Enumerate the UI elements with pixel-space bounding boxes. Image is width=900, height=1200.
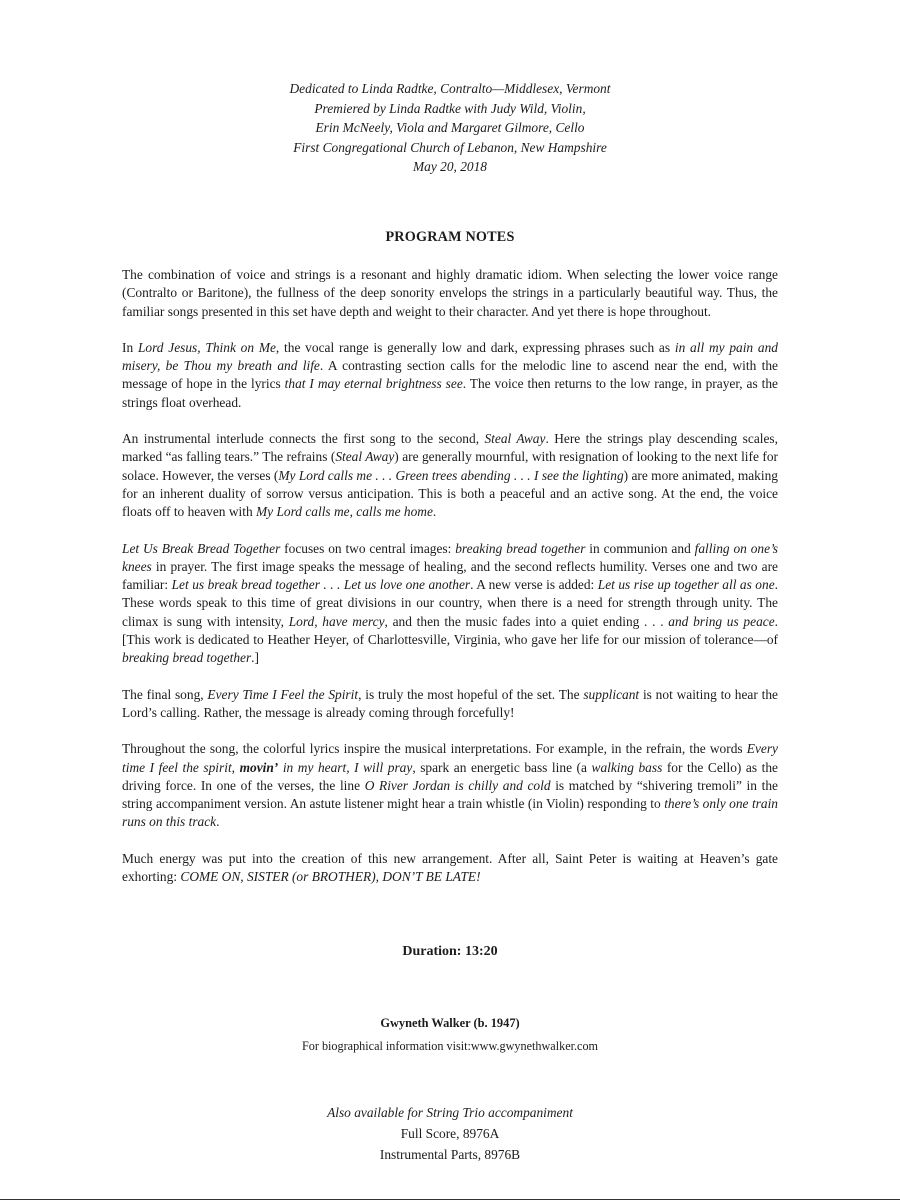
text-run: breaking bread together	[455, 540, 586, 556]
text-run: The combination of voice and strings is a resonant and highly dramatic idiom. When selecting the lower voice range (Contralto or Baritone), the fullness of the deep sonority envelops the strings in a particularly beautiful way. Thus, the familiar songs presented in this set have depth and weight to their character. And yet there is hope throughout.	[122, 267, 778, 319]
text-run: Let Us Break Bread Together	[122, 540, 281, 556]
dedication-line: May 20, 2018	[412, 159, 487, 175]
text-run: The final song,	[122, 686, 208, 702]
text-run: Steal Away	[484, 431, 546, 447]
text-run: An instrumental interlude connects the first song to the second,	[122, 431, 485, 447]
text-run: Throughout the song, the colorful lyrics inspire the musical interpretations. For example, in the refrain, the words	[122, 741, 747, 757]
page-title: PROGRAM NOTES	[385, 229, 515, 245]
notes-paragraph	[122, 266, 778, 321]
notes-paragraph	[122, 430, 778, 521]
text-run: . [This work is dedicated to Heather Heyer, of Charlottesville, Virginia, who gave her life for our mission of tolerance—of	[122, 613, 779, 648]
dedication-line: First Congregational Church of Lebanon, New Hampshire	[293, 139, 607, 155]
bio-info: For biographical information visit:www.gwynethwalker.com	[301, 1039, 599, 1053]
text-run: . The voice then returns to the low range, in prayer, as the strings float overhead.	[122, 376, 778, 410]
text-run: Steal Away	[335, 449, 395, 465]
dedication-block	[0, 79, 900, 177]
notes-paragraph	[122, 850, 778, 887]
text-run: Much energy was put into the creation of this new arrangement. After all, Saint Peter is waiting at Heaven’s gate exhorting:	[122, 850, 778, 885]
notes-paragraph	[122, 540, 778, 668]
text-run: is matched by “shivering tremoli” in the string accompaniment version. An astute listener might hear a train whistle (in Violin) responding to	[122, 777, 778, 812]
text-run: .	[432, 504, 437, 520]
instrumental-parts-label: Instrumental Parts, 8976B	[379, 1147, 521, 1162]
text-run: Every Time I Feel the Spirit	[207, 686, 359, 702]
program-notes-body	[122, 266, 778, 904]
text-run: O River Jordan is chilly and cold	[364, 777, 551, 793]
text-run: Lord Jesus, Think on Me	[137, 339, 276, 355]
text-run: focuses on two central images:	[280, 540, 456, 556]
dedication-line: Erin McNeely, Viola and Margaret Gilmore, Cello	[315, 120, 585, 136]
text-run: there’s only one train runs on this track	[122, 796, 778, 830]
text-run: falling on one’s knees	[122, 540, 779, 574]
also-available-title: Also available for String Trio accompaniment	[327, 1105, 573, 1120]
text-run: . Here the strings play descending scales, marked “as falling tears.” The refrains (	[122, 431, 778, 465]
text-run: is not waiting to hear the Lord’s calling. Rather, the message is already coming through forcefully!	[122, 686, 778, 720]
text-run: . A contrasting section calls for the melodic line to ascend near the end, with the message of hope in the lyrics	[122, 358, 778, 392]
text-run: , is truly the most hopeful of the set. The	[358, 686, 584, 702]
text-run: in prayer. The first image speaks the message of healing, and the second reflects humility. Verses one and two are familiar:	[122, 558, 778, 593]
text-run: .]	[251, 650, 259, 666]
text-run: for the Cello) as the driving force. In one of the verses, the line	[122, 759, 778, 793]
text-run: ) are generally mournful, with resignation of looking to the next life for solace. However, the verses (	[122, 449, 778, 483]
dedication-line: Dedicated to Linda Radtke, Contralto—Middlesex, Vermont	[289, 81, 611, 96]
text-run: walking bass	[591, 759, 663, 775]
notes-paragraph	[122, 339, 778, 412]
text-run: Lord, have mercy	[288, 613, 385, 629]
text-run: , spark an energetic bass line (a	[412, 759, 592, 775]
text-run: in communion and	[585, 540, 695, 556]
text-run: .	[216, 814, 220, 830]
text-run: movin’	[239, 759, 279, 775]
text-run: My Lord calls me, calls me home	[256, 504, 433, 520]
dedication-line: Premiered by Linda Radtke with Judy Wild, Violin,	[314, 100, 586, 116]
text-run: . These words speak to this time of great divisions in our country, when there is a need for strength through unity. The climax is sung with intensity,	[122, 577, 779, 629]
text-run: in my heart, I will pray	[278, 759, 413, 775]
text-run: In	[122, 339, 138, 355]
text-run: supplicant	[583, 686, 640, 702]
text-run: Let us rise up together all as one	[597, 577, 775, 593]
text-run: ) are more animated, making for an inherent duality of sorrow versus anticipation. This is both a peaceful and an active song. At the end, the voice floats off to heaven with	[122, 467, 778, 520]
also-available-block	[0, 1102, 900, 1165]
text-run: Every time I feel the spirit,	[122, 741, 778, 775]
text-run: Let us break bread together . . . Let us love one another	[171, 577, 471, 593]
text-run: that I may eternal brightness see	[284, 376, 463, 392]
text-run: in all my pain and misery, be Thou my breath and life	[122, 339, 778, 374]
text-run: and bring us peace	[668, 613, 775, 629]
text-run: breaking bread together	[122, 650, 252, 666]
text-run: My Lord calls me . . . Green trees abending . . . I see the lighting	[278, 467, 624, 483]
notes-paragraph	[122, 740, 778, 831]
text-run: COME ON, SISTER (or BROTHER), DON’T BE LATE!	[180, 869, 481, 885]
duration-label: Duration: 13:20	[402, 944, 498, 959]
text-run: , the vocal range is generally low and dark, expressing phrases such as	[275, 339, 675, 355]
notes-paragraph	[122, 686, 778, 723]
text-run: . A new verse is added:	[470, 577, 598, 593]
composer-name: Gwyneth Walker (b. 1947)	[380, 1016, 520, 1030]
full-score-label: Full Score, 8976A	[400, 1126, 500, 1141]
text-run: , and then the music fades into a quiet ending . . .	[384, 613, 669, 629]
